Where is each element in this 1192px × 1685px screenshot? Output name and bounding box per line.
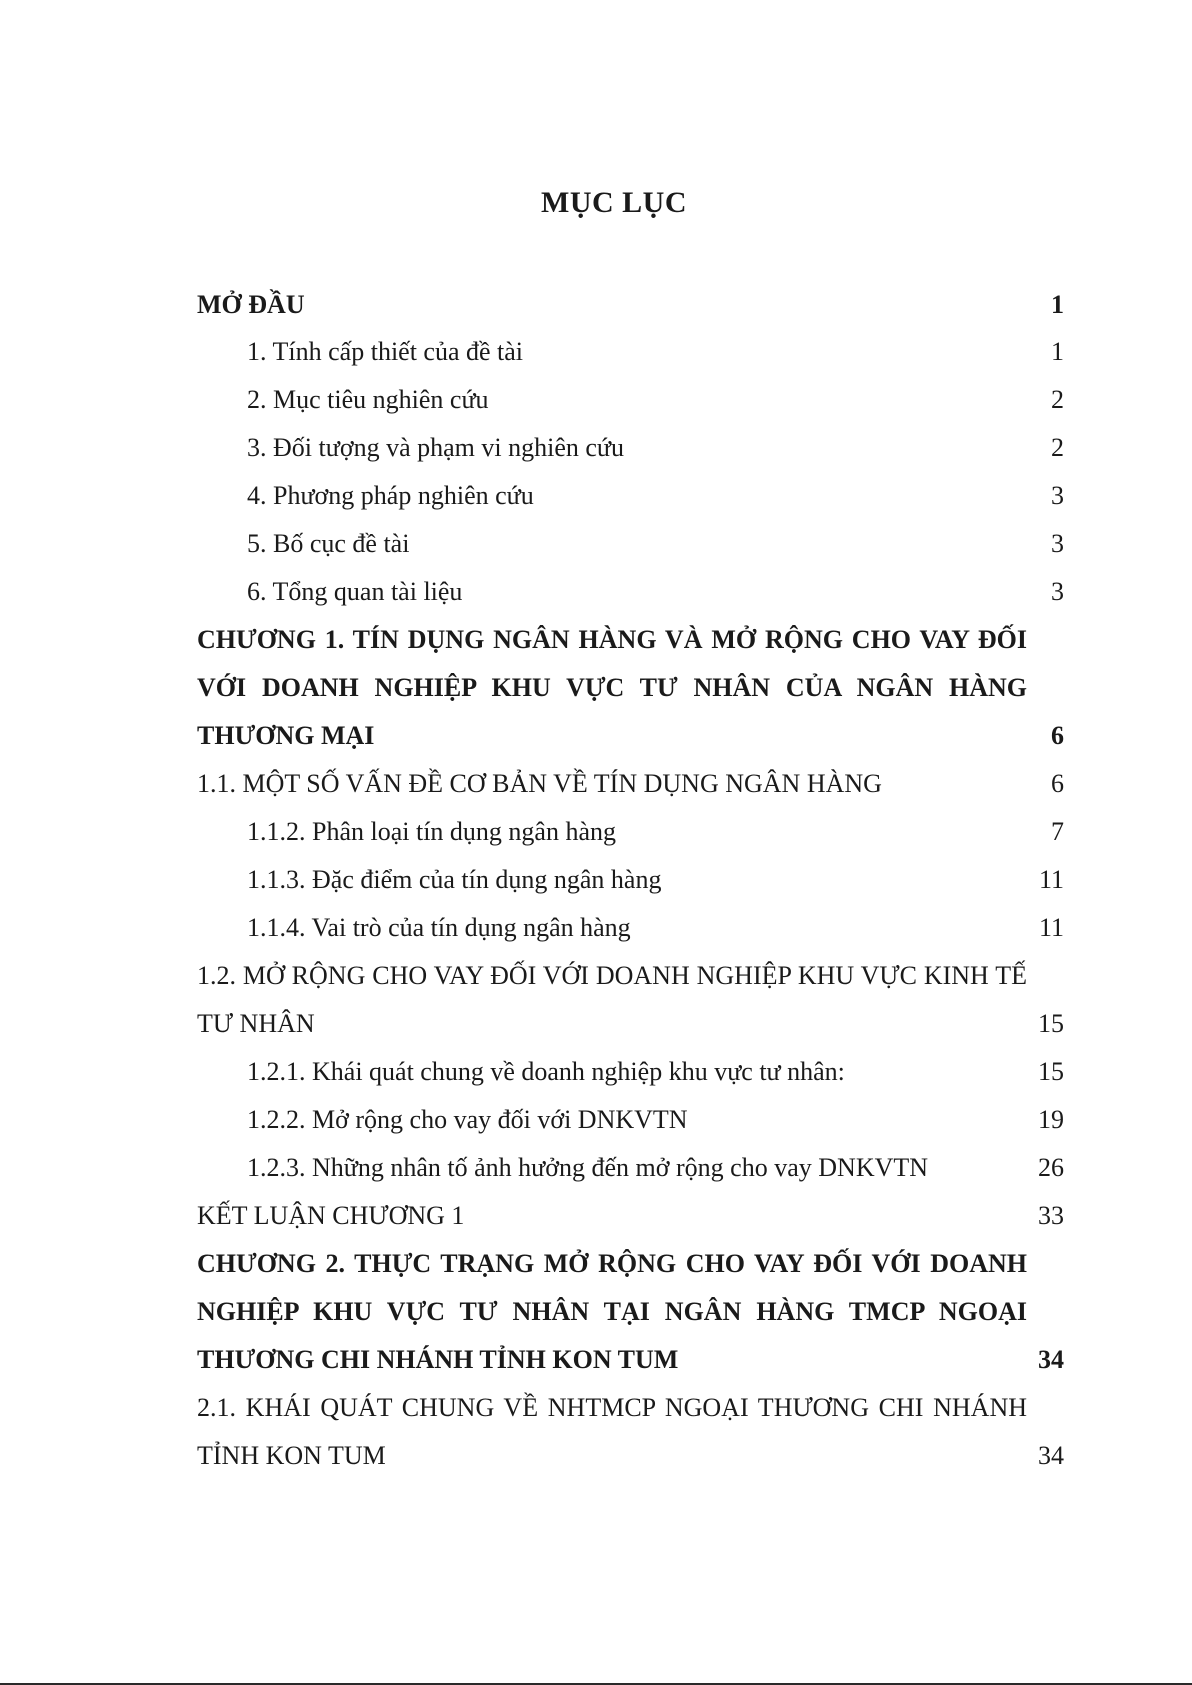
- toc-entry-text: 2. Mục tiêu nghiên cứu: [247, 385, 489, 414]
- toc-entry-page: 2: [1051, 433, 1064, 462]
- toc-entry-page: 15: [1038, 1057, 1064, 1086]
- toc-entry-text: 1.2.3. Những nhân tố ảnh hưởng đến mở rộng cho vay DNKVTN: [247, 1153, 929, 1182]
- toc-entry-text: 1.1.3. Đặc điểm của tín dụng ngân hàng: [247, 865, 662, 894]
- toc-entry-page: 7: [1051, 817, 1064, 846]
- toc-entry-4: [197, 472, 1064, 520]
- toc-entry-page: 3: [1051, 577, 1064, 606]
- toc-entry-1-1: [197, 760, 1064, 808]
- toc-entry-text: 1.2. MỞ RỘNG CHO VAY ĐỐI VỚI DOANH NGHIỆP KHU VỰC KINH TẾ TƯ NHÂN: [197, 961, 1027, 1038]
- toc-entry-page: 2: [1051, 385, 1064, 414]
- toc-entry-chuong-1: [197, 616, 1064, 760]
- toc-entry-1-1-4: [197, 904, 1064, 952]
- toc-entry-text: KẾT LUẬN CHƯƠNG 1: [197, 1201, 465, 1230]
- toc-entry-text: 1.1. MỘT SỐ VẤN ĐỀ CƠ BẢN VỀ TÍN DỤNG NGÂN HÀNG: [197, 769, 882, 798]
- toc-entry-page: 11: [1038, 865, 1064, 894]
- toc-entry-page: 34: [1038, 1441, 1064, 1470]
- toc-entry-page: 6: [1051, 721, 1064, 750]
- toc-entry-2-1: [197, 1384, 1064, 1480]
- toc-entry-3: [197, 424, 1064, 472]
- toc-entry-text: 1. Tính cấp thiết của đề tài: [247, 337, 524, 366]
- toc-entry-page: 15: [1038, 1009, 1064, 1038]
- toc-entry-page: 6: [1051, 769, 1064, 798]
- toc-title: MỤC LỤC: [541, 186, 687, 219]
- toc-entry-page: 11: [1038, 913, 1064, 942]
- toc-entry-chuong-2: [197, 1240, 1064, 1384]
- toc-entry-page: 19: [1038, 1105, 1064, 1134]
- toc-entry-text: 6. Tổng quan tài liệu: [247, 577, 463, 606]
- toc-entry-text: 1.1.2. Phân loại tín dụng ngân hàng: [247, 817, 617, 846]
- toc-entry-1-2-1: [197, 1048, 1064, 1096]
- toc-entry-text: 3. Đối tượng và phạm vi nghiên cứu: [247, 433, 624, 462]
- toc-entry-text: 2.1. KHÁI QUÁT CHUNG VỀ NHTMCP NGOẠI THƯƠNG CHI NHÁNH TỈNH KON TUM: [197, 1393, 1027, 1470]
- toc-entry-5: [197, 520, 1064, 568]
- toc-entry-text: 1.2.1. Khái quát chung về doanh nghiệp khu vực tư nhân:: [247, 1057, 845, 1086]
- toc-entry-page: 26: [1038, 1153, 1064, 1182]
- toc-entry-text: CHƯƠNG 2. THỰC TRẠNG MỞ RỘNG CHO VAY ĐỐI VỚI DOANH NGHIỆP KHU VỰC TƯ NHÂN TẠI NGÂN HÀNG TMCP NGOẠI THƯƠNG CHI NHÁNH TỈNH KON TUM: [197, 1249, 1027, 1374]
- toc-entry-1-2: [197, 952, 1064, 1048]
- toc-entry-page: 33: [1038, 1201, 1064, 1230]
- toc-entry-page: 34: [1038, 1345, 1064, 1374]
- table-of-contents: [197, 282, 1064, 1480]
- toc-entry-mo-dau: [197, 282, 1064, 328]
- toc-entry-ket-luan-chuong-1: [197, 1192, 1064, 1240]
- toc-entry-text: 5. Bố cục đề tài: [247, 529, 410, 558]
- toc-entry-1-1-3: [197, 856, 1064, 904]
- toc-entry-page: 3: [1051, 529, 1064, 558]
- toc-entry-text: 4. Phương pháp nghiên cứu: [247, 481, 534, 510]
- toc-entry-1: [197, 328, 1064, 376]
- toc-entry-1-2-3: [197, 1144, 1064, 1192]
- toc-entry-text: MỞ ĐẦU: [197, 290, 305, 319]
- toc-entry-text: 1.2.2. Mở rộng cho vay đối với DNKVTN: [247, 1105, 688, 1134]
- toc-entry-text: CHƯƠNG 1. TÍN DỤNG NGÂN HÀNG VÀ MỞ RỘNG CHO VAY ĐỐI VỚI DOANH NGHIỆP KHU VỰC TƯ NHÂN CỦA NGÂN HÀNG THƯƠNG MẠI: [197, 625, 1027, 750]
- toc-entry-text: 1.1.4. Vai trò của tín dụng ngân hàng: [247, 913, 631, 942]
- toc-entry-page: 1: [1051, 337, 1064, 366]
- toc-entry-1-2-2: [197, 1096, 1064, 1144]
- toc-entry-2: [197, 376, 1064, 424]
- toc-entry-page: 1: [1051, 290, 1064, 319]
- toc-entry-1-1-2: [197, 808, 1064, 856]
- toc-entry-page: 3: [1051, 481, 1064, 510]
- toc-entry-6: [197, 568, 1064, 616]
